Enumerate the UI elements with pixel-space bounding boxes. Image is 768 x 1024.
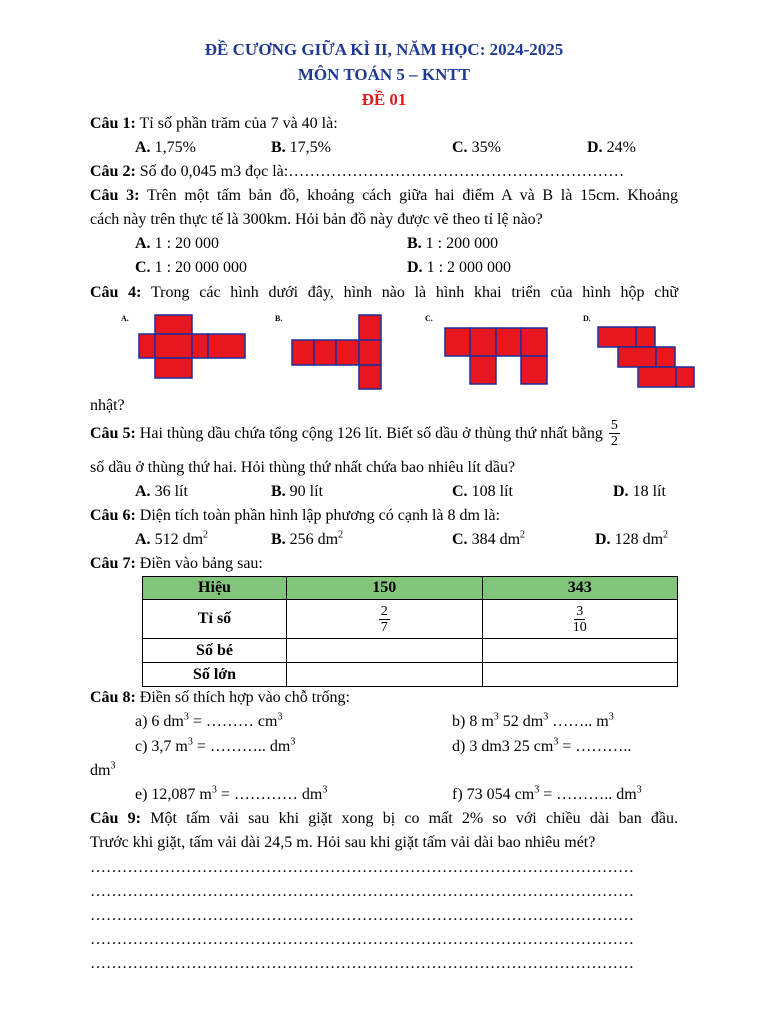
q5-option-a[interactable] [135,482,188,502]
unit: dm [182,531,204,548]
question-label: Câu 7: [90,555,136,572]
option-value: 128 [614,531,639,548]
answer-line[interactable]: ………………………………………………………………………………………… [90,955,634,972]
option-key: C. [452,139,468,156]
option-key: B. [407,235,422,252]
header-cell: Hiệu [143,577,287,600]
q8-item-a: a) 6 $dm^3$ = ……… $cm^3$ [135,711,283,730]
option-value: 256 [289,531,314,548]
table-header-row [143,577,678,600]
question-5-cont: số dầu ở thùng thứ hai. Hỏi thùng thứ nhất chứa bao nhiêu lít dầu? [90,459,516,476]
unit: dm [317,531,339,548]
q6-option-d[interactable] [595,530,668,550]
q8-item-b: b) 8 $m^3$ 52 $dm^3$ …….. $m^3$ [452,711,614,730]
exponent: 2 [663,529,669,541]
header-cell: 150 [287,577,483,600]
question-label: Câu 5: [90,424,136,442]
option-value: 108 lít [471,483,513,500]
question-5 [90,418,620,449]
option-key: D. [595,531,611,548]
q6-option-c[interactable] [452,530,525,550]
option-value: 1 : 20 000 [154,235,220,252]
answer-cell[interactable] [482,639,678,663]
unit: dm [642,531,664,548]
option-key: B. [271,139,286,156]
exponent: 2 [203,529,209,541]
option-key: C. [452,531,468,548]
question-3-cont: cách này trên thực tế là 300km. Hỏi bản đồ này được vẽ theo tỉ lệ nào? [90,211,543,228]
header-cell: 343 [482,577,678,600]
exam-code: ĐỀ 01 [361,90,407,109]
fraction-denominator: 7 [380,619,388,635]
exponent: 2 [520,529,526,541]
figure-label-a: A. [121,314,129,323]
option-value: 1 : 20 000 000 [154,259,248,276]
question-text: Trên một tấm bản đồ, khoảng cách giữa hai điểm A và B là 15cm. Khoảng [146,187,679,204]
q6-option-b[interactable] [271,530,343,550]
question-label: Câu 6: [90,507,136,524]
question-text: Hai thùng dầu chứa tổng cộng 126 lít. Biết số dầu ở thùng thứ nhất bằng [139,424,603,442]
option-value: 36 lít [154,483,188,500]
question-text: Trong các hình dưới đây, hình nào là hình khai triển của hình hộp chữ [150,284,678,301]
question-text: Số đo 0,045 m3 đọc là:……………………………………………………… [139,163,625,180]
figure-label-b: B. [275,314,283,323]
option-key: A. [135,483,151,500]
net-figure-b[interactable] [292,315,381,389]
fraction-numerator: 5 [610,418,618,433]
answer-line[interactable]: ………………………………………………………………………………………… [90,883,634,900]
q5-option-c[interactable] [452,482,513,502]
unit: dm [499,531,521,548]
fraction [609,418,620,449]
fraction [571,604,589,635]
option-key: A. [135,235,151,252]
q8-item-f: f) 73 054 $cm^3$ = ……….. $dm^3$ [452,784,642,803]
answer-line[interactable]: ………………………………………………………………………………………… [90,931,634,948]
row-label: Tỉ số [143,600,287,639]
option-key: B. [271,483,286,500]
ratio-table [142,576,678,687]
table-row [143,639,678,663]
question-label: Câu 1: [90,115,136,132]
exponent: 2 [338,529,344,541]
option-value: 512 [154,531,179,548]
question-label: Câu 4: [90,284,142,301]
question-9 [90,809,678,829]
question-text: Điền vào bảng sau: [139,555,263,572]
question-label: Câu 2: [90,163,136,180]
question-9-cont: Trước khi giặt, tấm vải dài 24,5 m. Hỏi sau khi giặt tấm vải dài bao nhiêu mét? [90,834,596,851]
fraction-numerator: 2 [380,603,388,619]
net-figure-c[interactable] [445,328,547,384]
option-value: 35% [471,139,501,156]
option-value: 17,5% [289,139,331,156]
q6-option-a[interactable] [135,530,208,550]
net-figures [0,0,768,400]
option-value: 18 lít [632,483,666,500]
question-text: Tỉ số phần trăm của 7 và 40 là: [139,115,338,132]
answer-cell[interactable] [287,663,483,687]
option-value: 1,75% [154,139,196,156]
option-value: 24% [606,139,636,156]
answer-line[interactable]: ………………………………………………………………………………………… [90,907,634,924]
q8-item-d-cont: $dm^3$ [90,760,116,779]
table-row [143,663,678,687]
fraction-denominator: 10 [572,619,587,635]
q5-option-d[interactable] [613,482,666,502]
answer-cell[interactable] [287,639,483,663]
table-cell [482,600,678,639]
fraction-numerator: 3 [576,603,584,619]
option-key: A. [135,531,151,548]
option-key: B. [271,531,286,548]
question-label: Câu 8: [90,689,136,706]
option-value: 90 lít [289,483,324,500]
question-6 [90,506,500,526]
fraction-denominator: 2 [610,434,618,449]
option-value: 1 : 200 000 [425,235,499,252]
net-figure-d[interactable] [598,327,694,387]
question-7 [90,554,263,574]
document-title: ĐỀ CƯƠNG GIỮA KÌ II, NĂM HỌC: 2024-2025 [204,40,564,59]
figure-label-d: D. [583,314,591,323]
subject-title: MÔN TOÁN 5 – KNTT [297,65,471,84]
option-value: 1 : 2 000 000 [426,259,512,276]
option-value: 384 [471,531,496,548]
table-row [143,600,678,639]
question-text: Điền số thích hợp vào chỗ trống: [139,689,350,706]
row-label: Số bé [143,639,287,663]
q8-item-c: c) 3,7 $m^3$ = ……….. $dm^3$ [135,736,296,755]
table-cell [287,600,483,639]
question-text: Một tấm vải sau khi giặt xong bị co mất 2% so với chiều dài ban đầu. [150,810,679,827]
option-key: A. [135,139,151,156]
question-4-cont: nhật? [90,397,125,414]
option-key: D. [613,483,629,500]
q8-item-e: e) 12,087 $m^3$ = ………… $dm^3$ [135,784,328,803]
answer-cell[interactable] [482,663,678,687]
net-figure-a[interactable] [139,315,245,378]
question-8 [90,688,350,708]
option-key: C. [452,483,468,500]
q5-option-b[interactable] [271,482,323,502]
q8-item-d: d) 3 dm3 25 $cm^3$ = ……….. [452,736,632,755]
option-key: C. [135,259,151,276]
question-label: Câu 9: [90,810,141,827]
option-key: D. [587,139,603,156]
option-key: D. [407,259,423,276]
answer-line[interactable]: ………………………………………………………………………………………… [90,859,634,876]
question-text: Diện tích toàn phần hình lập phương có cạnh là 8 dm là: [139,507,500,524]
question-label: Câu 3: [90,187,140,204]
fraction [379,604,390,635]
row-label: Số lớn [143,663,287,687]
figure-label-c: C. [425,314,433,323]
